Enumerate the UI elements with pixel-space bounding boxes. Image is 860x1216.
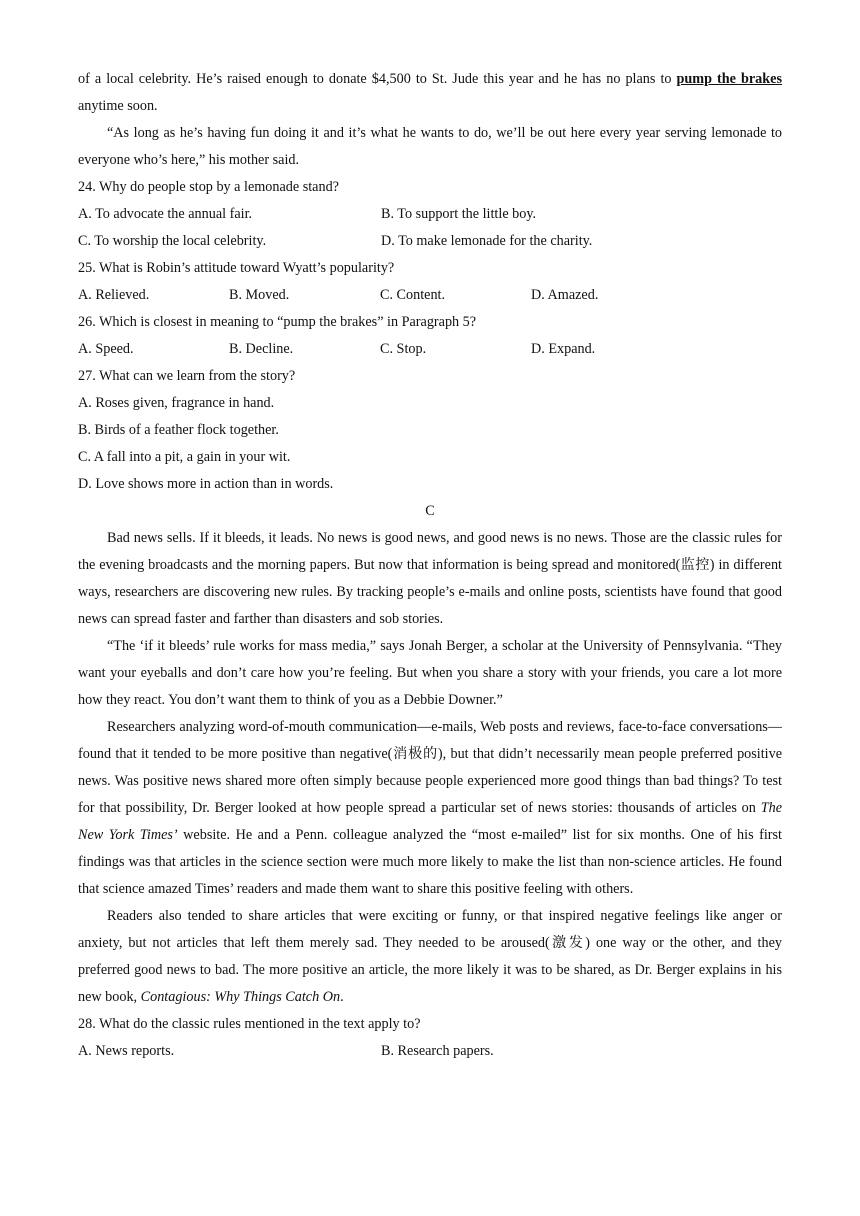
section-c-paragraph-4: Readers also tended to share articles that were exciting or funny, or that inspired negative feelings like anger or anxiety, but not articles that left them merely sad. They needed to be aroused(激发) one way or the other, and they preferred good news to bad. The more positive an article, the more likely it was to be shared, as Dr. Berger explains in his new book, Contagious: Why Things Catch On.: [78, 908, 782, 1005]
option-b: B. Decline.: [229, 341, 294, 357]
option-c: C. To worship the local celebrity.: [78, 233, 267, 249]
emphasized-phrase: pump the brakes: [676, 71, 782, 87]
option-b: B. To support the little boy.: [381, 206, 537, 222]
question-24-options-row-1: [78, 201, 782, 228]
question-24-options-row-2: [78, 228, 782, 255]
option-c: C. Stop.: [380, 341, 427, 357]
question-28-options: [78, 1038, 782, 1065]
question-27: 27. What can we learn from the story?: [78, 368, 296, 384]
question-26-options: [78, 336, 782, 363]
option-d: D. Love shows more in action than in words.: [78, 476, 334, 492]
question-26: 26. Which is closest in meaning to “pump the brakes” in Paragraph 5?: [78, 314, 477, 330]
option-b: B. Birds of a feather flock together.: [78, 422, 279, 438]
section-c-paragraph-1: Bad news sells. If it bleeds, it leads. No news is good news, and good news is no news. Those are the classic rules for the evening broadcasts and the morning papers. But now that information is being spread and monitored(监控) in different ways, researchers are discovering new rules. By tracking people’s e-mails and online posts, scientists have found that good news can spread faster and farther than disasters and sob stories.: [78, 530, 782, 627]
question-25-options: [78, 282, 782, 309]
option-c: C. A fall into a pit, a gain in your wit.: [78, 449, 291, 465]
option-a: A. Speed.: [78, 341, 134, 357]
book-title: Contagious: Why Things Catch On: [140, 989, 341, 1005]
option-c: C. Content.: [380, 287, 446, 303]
option-d: D. Expand.: [531, 341, 596, 357]
publication-title: The New York Times’: [78, 800, 782, 843]
section-c-paragraph-3: Researchers analyzing word-of-mouth communication—e-mails, Web posts and reviews, face-to-face conversations—found that it tended to be more positive than negative(消极的), but that didn’t necessarily mean people preferred positive news. Was positive news shared more often simply because people experienced more good things than bad things? To test for that possibility, Dr. Berger looked at how people spread a particular set of news stories: thousands of articles on The New York Times’ website. He and a Penn. colleague analyzed the “most e-mailed” list for six months. One of his first findings was that articles in the science section were much more likely to make the list than non-science articles. He found that science amazed Times’ readers and made them want to share this positive feeling with others.: [78, 719, 782, 897]
exam-page: [78, 66, 782, 1065]
passage-paragraph-continued: of a local celebrity. He’s raised enough to donate $4,500 to St. Jude this year and he has no plans to pump the brakes anytime soon.: [78, 71, 782, 114]
passage-paragraph-mother-quote: “As long as he’s having fun doing it and it’s what he wants to do, we’ll be out here every year serving lemonade to everyone who’s here,” his mother said.: [78, 125, 782, 168]
section-heading-c: C: [425, 503, 435, 519]
question-28: 28. What do the classic rules mentioned in the text apply to?: [78, 1016, 421, 1032]
option-d: D. Amazed.: [531, 287, 599, 303]
option-a: A. To advocate the annual fair.: [78, 206, 253, 222]
section-c-paragraph-2: “The ‘if it bleeds’ rule works for mass media,” says Jonah Berger, a scholar at the University of Pennsylvania. “They want your eyeballs and don’t care how you’re feeling. But when you share a story with your friends, you care a lot more how they react. You don’t want them to think of you as a Debbie Downer.”: [78, 638, 782, 708]
question-25: 25. What is Robin’s attitude toward Wyatt’s popularity?: [78, 260, 395, 276]
option-a: A. News reports.: [78, 1043, 175, 1059]
option-d: D. To make lemonade for the charity.: [381, 233, 593, 249]
option-b: B. Moved.: [229, 287, 290, 303]
option-b: B. Research papers.: [381, 1043, 494, 1059]
option-a: A. Roses given, fragrance in hand.: [78, 395, 275, 411]
option-a: A. Relieved.: [78, 287, 150, 303]
question-24: 24. Why do people stop by a lemonade stand?: [78, 179, 339, 195]
